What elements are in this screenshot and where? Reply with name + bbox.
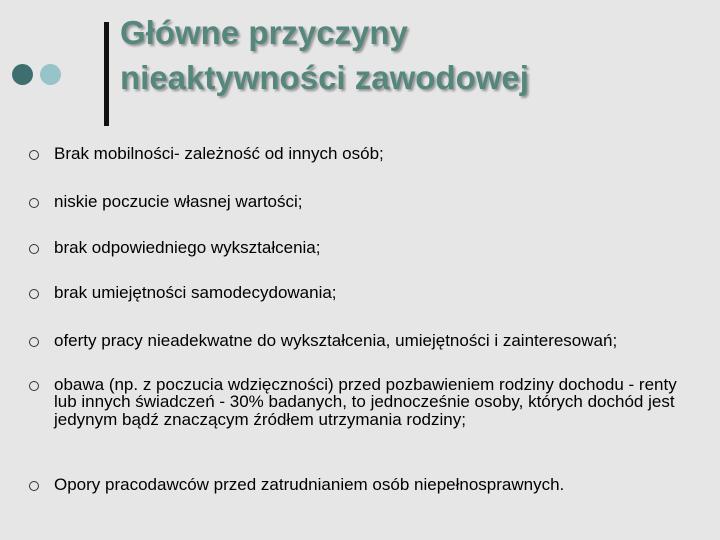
circle-bullet-icon — [29, 198, 39, 208]
title-divider-bar — [104, 22, 109, 126]
bullet-text: niskie poczucie własnej wartości; — [54, 192, 303, 211]
bullet-text: obawa (np. z poczucia wdzięczności) przed pozbawieniem rodziny dochodu - renty lub innych świadczeń - 30% badanych, to jednocześnie osoby, których dochód jest jedynym bądź znaczącym źródłem utrzymania rodziny; — [54, 375, 677, 429]
circle-bullet-icon — [29, 244, 39, 254]
title-line-1: Główne przyczyny — [120, 14, 408, 51]
circle-bullet-icon — [29, 150, 39, 160]
bullet-text: brak umiejętności samodecydowania; — [54, 283, 337, 302]
title-line-2: nieaktywności zawodowej — [120, 59, 529, 96]
bullet-text: Opory pracodawców przed zatrudnianiem osób niepełnosprawnych. — [54, 475, 565, 494]
circle-bullet-icon — [29, 381, 39, 391]
slide-title — [120, 10, 710, 100]
circle-bullet-icon — [29, 481, 39, 491]
bullet-text: Brak mobilności- zależność od innych osób; — [54, 144, 384, 163]
decorative-dot-light — [40, 64, 61, 85]
decorative-dot-dark — [12, 64, 33, 85]
bullet-text: oferty pracy nieadekwatne do wykształcenia, umiejętności i zainteresowań; — [54, 331, 618, 350]
bullet-text: brak odpowiedniego wykształcenia; — [54, 238, 321, 257]
circle-bullet-icon — [29, 289, 39, 299]
circle-bullet-icon — [29, 337, 39, 347]
